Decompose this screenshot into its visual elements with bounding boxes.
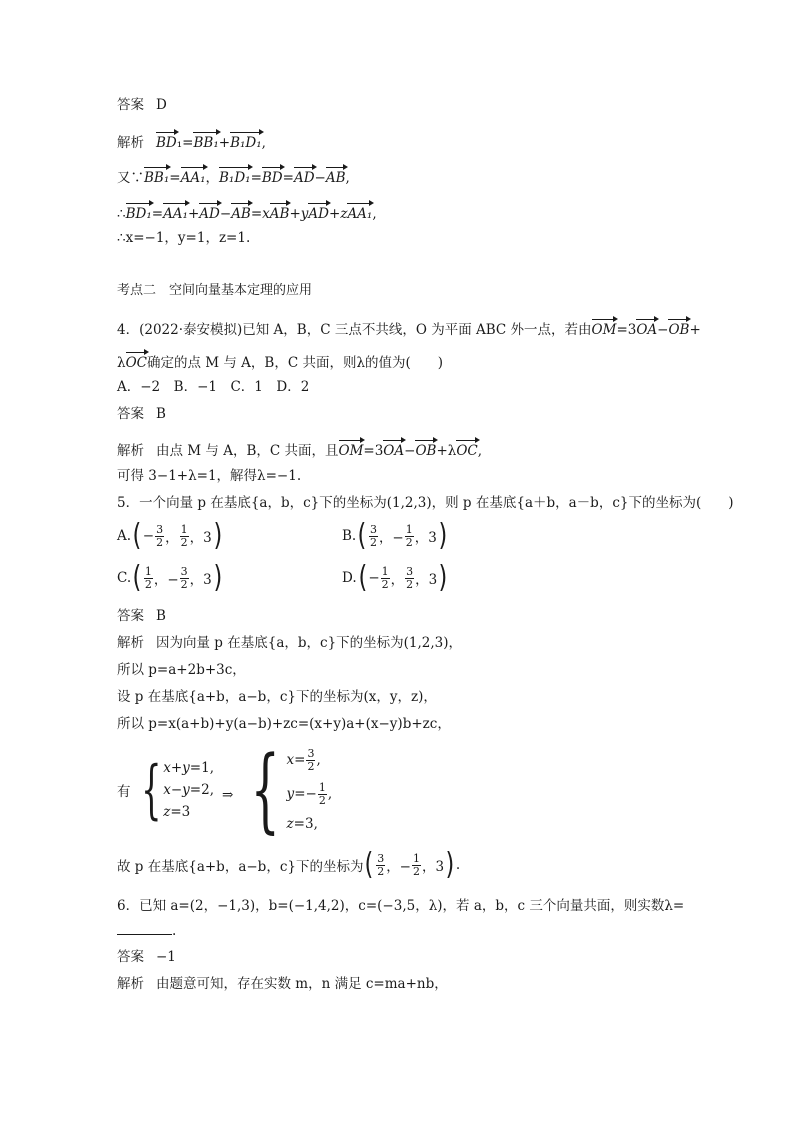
q5-stem: 5．一个向量 p 在基底{a，b，c}下的坐标为(1,2,3)，则 p 在基底{a＋b，a－b，c}下的坐标为( ) xyxy=(117,495,734,511)
q5-option-d: D. ( − $\frac{1}{2}$ ， $\frac{3}{2}$ ，3 ) xyxy=(342,560,448,595)
q4-stem-line2: λOC确定的点 M 与 A，B，C 共面，则λ的值为( ) xyxy=(117,351,443,372)
option-letter: D. xyxy=(342,570,357,586)
q4-stem-line1: 4．(2022·泰安模拟)已知 A，B，C 三点不共线，O 为平面 ABC 外一点，若由OM=3OA−OB+ xyxy=(117,318,701,339)
section-title: 考点二 空间向量基本定理的应用 xyxy=(117,283,313,298)
q4-stem-b: 确定的点 M 与 A，B，C 共面，则λ的值为( ) xyxy=(146,355,444,371)
q6-analysis-line xyxy=(117,975,448,993)
q5-answer-line xyxy=(117,607,166,625)
q3-analysis-line4 xyxy=(117,229,250,247)
analysis-label: 解析 xyxy=(117,976,144,992)
q4-analysis-line2: 可得 3−1+λ=1，解得λ=−1. xyxy=(117,468,302,484)
q6-answer-line xyxy=(117,948,176,966)
q4-analysis-a: 由点 M 与 A，B，C 共面，且 xyxy=(156,443,339,459)
q5-analysis-line2: 所以 p=a+2b+3c， xyxy=(117,662,246,678)
q3-analysis-line2: 又∵BB₁=AA₁，B₁D₁=BD=AD−AB, xyxy=(117,166,350,187)
q5-option-a: A. ( − $\frac{3}{2}$ ， $\frac{1}{2}$ ，3 ) xyxy=(117,518,222,553)
q5-system-left: 有 { x + y =1, x − y =2, z =3 xyxy=(117,753,214,827)
option-letter: B. xyxy=(342,528,357,544)
q3-analysis-line1: 解析 BD₁=BB₁+B₁D₁, xyxy=(117,131,266,152)
q4-answer-value: B xyxy=(156,406,166,422)
q5-analysis-line3: 设 p 在基底{a+b，a−b，c}下的坐标为(x，y，z)， xyxy=(117,689,437,705)
analysis-label: 解析 xyxy=(117,443,144,459)
q5-analysis-line1 xyxy=(117,634,462,652)
q3-analysis-line3: ∴BD₁=AA₁+AD−AB=xAB+yAD+zAA₁, xyxy=(117,202,377,223)
q4-analysis-line1: 解析 由点 M 与 A，B，C 共面，且OM=3OA−OB+λOC, xyxy=(117,439,482,460)
implies-arrow: ⇒ xyxy=(222,787,234,803)
q6-blank-line: . xyxy=(117,922,176,940)
answer-label: 答案 xyxy=(117,406,144,422)
q5-system-right: { x = $\frac{3}{2}$ , y =− $\frac{1}{2}$ , z =3, xyxy=(250,736,333,843)
answer-label: 答案 xyxy=(117,608,144,624)
q3-conclusion: ∴x=−1，y=1，z=1. xyxy=(117,230,251,246)
option-letter: A. xyxy=(117,528,132,544)
q3-answer-value: D xyxy=(156,97,167,113)
q6-stem: 6．已知 a=(2，−1,3)，b=(−1,4,2)，c=(−3,5，λ)，若 a，b，c 三个向量共面，则实数λ= xyxy=(117,898,685,914)
q4-stem-a: 4．(2022·泰安模拟)已知 A，B，C 三点不共线，O 为平面 ABC 外一点，若由 xyxy=(117,322,592,338)
q4-answer-line xyxy=(117,405,166,423)
q4-options: A．−2 B．−1 C．1 D．2 xyxy=(117,379,310,395)
q5-conclusion-text: 故 p 在基底{a+b，a−b，c}下的坐标为 xyxy=(117,859,364,875)
q3-answer-line xyxy=(117,96,167,114)
q5-answer-value: B xyxy=(156,608,166,624)
answer-blank xyxy=(117,922,172,935)
q5-l1: 因为向量 p 在基底{a，b，c}下的坐标为(1,2,3)， xyxy=(156,635,463,651)
have-text: 有 xyxy=(117,784,131,800)
q5-analysis-line4: 所以 p=x(a+b)+y(a−b)+zc=(x+y)a+(x−y)b+zc， xyxy=(117,716,451,732)
q5-conclusion: 故 p 在基底{a+b，a−b，c}下的坐标为 ( $\frac{3}{2}$ ，− $\frac{1}{2}$ ，3 ) . xyxy=(117,847,461,882)
q6-analysis: 由题意可知，存在实数 m，n 满足 c=ma+nb， xyxy=(156,976,448,992)
answer-label: 答案 xyxy=(117,949,144,965)
analysis-label: 解析 xyxy=(117,635,144,651)
q6-answer-value: −1 xyxy=(156,949,176,965)
analysis-label: 解析 xyxy=(117,135,144,151)
option-letter: C. xyxy=(117,570,132,586)
answer-label: 答案 xyxy=(117,97,144,113)
q5-option-c: C. ( $\frac{1}{2}$ ，− $\frac{3}{2}$ ，3 ) xyxy=(117,560,223,595)
q5-option-b: B. ( $\frac{3}{2}$ ，− $\frac{1}{2}$ ，3 ) xyxy=(342,518,448,553)
